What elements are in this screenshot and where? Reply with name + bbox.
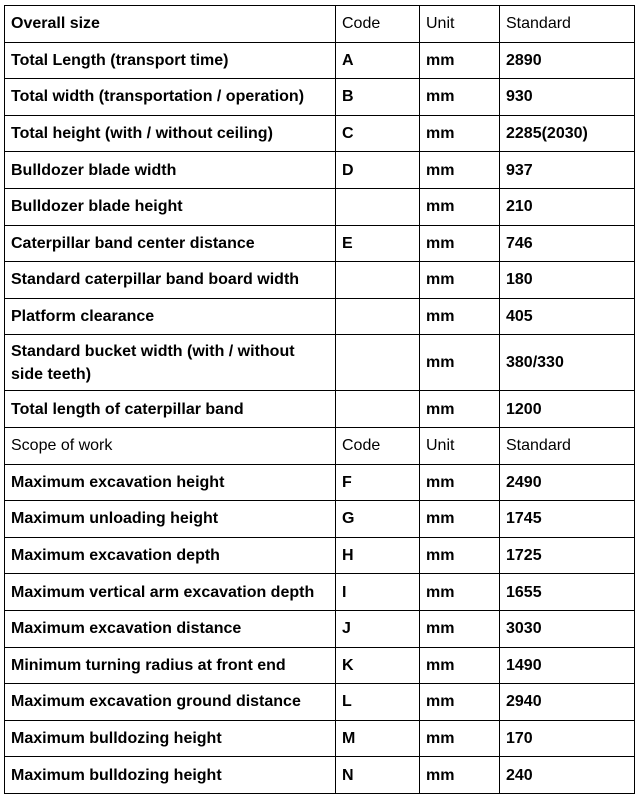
param-standard: 210	[500, 188, 635, 225]
table-row	[5, 79, 635, 116]
param-standard: 180	[500, 262, 635, 299]
param-unit: mm	[420, 574, 500, 611]
table-row	[5, 684, 635, 721]
param-name: Bulldozer blade width	[5, 152, 336, 189]
param-name: Total width (transportation / operation)	[5, 79, 336, 116]
table-row	[5, 610, 635, 647]
param-name: Minimum turning radius at front end	[5, 647, 336, 684]
table-row	[5, 262, 635, 299]
param-standard: 746	[500, 225, 635, 262]
param-unit: mm	[420, 262, 500, 299]
param-unit: mm	[420, 391, 500, 428]
param-name: Maximum excavation depth	[5, 537, 336, 574]
param-code: I	[336, 574, 420, 611]
param-unit: mm	[420, 610, 500, 647]
param-unit: mm	[420, 684, 500, 721]
header-cell: Standard	[500, 427, 635, 464]
table-row	[5, 501, 635, 538]
param-unit: mm	[420, 115, 500, 152]
param-standard: 170	[500, 720, 635, 757]
table-row	[5, 757, 635, 794]
param-name: Caterpillar band center distance	[5, 225, 336, 262]
param-name: Total Length (transport time)	[5, 42, 336, 79]
table-row	[5, 335, 635, 391]
header-cell: Scope of work	[5, 427, 336, 464]
param-name: Maximum bulldozing height	[5, 720, 336, 757]
param-name: Standard bucket width (with / without side teeth)	[5, 335, 336, 391]
param-unit: mm	[420, 720, 500, 757]
param-code: B	[336, 79, 420, 116]
param-standard: 2940	[500, 684, 635, 721]
param-standard: 3030	[500, 610, 635, 647]
param-name: Standard caterpillar band board width	[5, 262, 336, 299]
table-row	[5, 647, 635, 684]
param-code	[336, 188, 420, 225]
specification-table	[4, 5, 635, 794]
param-code: H	[336, 537, 420, 574]
section-header-scope-of-work	[5, 427, 635, 464]
param-code: E	[336, 225, 420, 262]
param-code: K	[336, 647, 420, 684]
param-name: Maximum bulldozing height	[5, 757, 336, 794]
param-unit: mm	[420, 225, 500, 262]
param-code	[336, 391, 420, 428]
header-cell: Code	[336, 6, 420, 43]
param-name: Maximum vertical arm excavation depth	[5, 574, 336, 611]
header-cell: Unit	[420, 6, 500, 43]
param-standard: 1200	[500, 391, 635, 428]
param-standard: 2490	[500, 464, 635, 501]
param-code: G	[336, 501, 420, 538]
param-unit: mm	[420, 335, 500, 391]
header-cell: Unit	[420, 427, 500, 464]
table-row	[5, 152, 635, 189]
param-code: F	[336, 464, 420, 501]
table-row	[5, 188, 635, 225]
param-unit: mm	[420, 501, 500, 538]
param-standard: 240	[500, 757, 635, 794]
header-cell: Overall size	[5, 6, 336, 43]
table-row	[5, 720, 635, 757]
param-code	[336, 335, 420, 391]
param-standard: 380/330	[500, 335, 635, 391]
table-row	[5, 115, 635, 152]
param-name: Platform clearance	[5, 298, 336, 335]
param-standard: 2890	[500, 42, 635, 79]
table-row	[5, 464, 635, 501]
param-code	[336, 262, 420, 299]
table-row	[5, 574, 635, 611]
param-code: L	[336, 684, 420, 721]
table-row	[5, 225, 635, 262]
param-code: A	[336, 42, 420, 79]
param-standard: 930	[500, 79, 635, 116]
table-row	[5, 537, 635, 574]
param-unit: mm	[420, 152, 500, 189]
param-standard: 1745	[500, 501, 635, 538]
param-code: J	[336, 610, 420, 647]
param-code: N	[336, 757, 420, 794]
param-standard: 1655	[500, 574, 635, 611]
param-name: Total height (with / without ceiling)	[5, 115, 336, 152]
param-standard: 937	[500, 152, 635, 189]
param-name: Maximum unloading height	[5, 501, 336, 538]
param-code: C	[336, 115, 420, 152]
param-name: Bulldozer blade height	[5, 188, 336, 225]
param-unit: mm	[420, 42, 500, 79]
param-unit: mm	[420, 757, 500, 794]
param-unit: mm	[420, 79, 500, 116]
param-standard: 1490	[500, 647, 635, 684]
table-row	[5, 42, 635, 79]
param-name: Total length of caterpillar band	[5, 391, 336, 428]
table-row	[5, 298, 635, 335]
param-unit: mm	[420, 298, 500, 335]
param-code: D	[336, 152, 420, 189]
param-name: Maximum excavation distance	[5, 610, 336, 647]
section-header-overall-size	[5, 6, 635, 43]
header-cell: Code	[336, 427, 420, 464]
param-standard: 405	[500, 298, 635, 335]
param-name: Maximum excavation ground distance	[5, 684, 336, 721]
param-unit: mm	[420, 464, 500, 501]
header-cell: Standard	[500, 6, 635, 43]
param-name: Maximum excavation height	[5, 464, 336, 501]
param-standard: 1725	[500, 537, 635, 574]
table-row	[5, 391, 635, 428]
param-unit: mm	[420, 188, 500, 225]
param-unit: mm	[420, 537, 500, 574]
param-code: M	[336, 720, 420, 757]
param-standard: 2285(2030)	[500, 115, 635, 152]
param-unit: mm	[420, 647, 500, 684]
param-code	[336, 298, 420, 335]
